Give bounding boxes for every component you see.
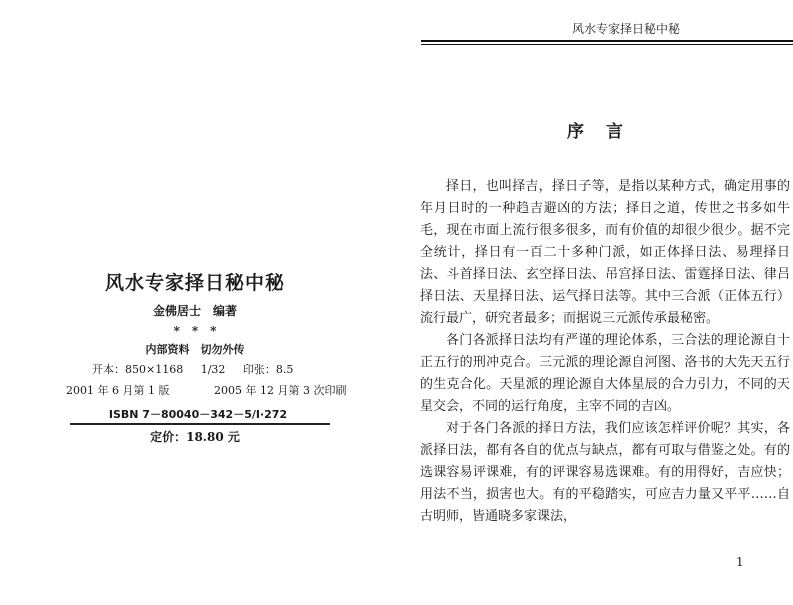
isbn: ISBN 7－80040－342－5/I·272: [108, 408, 288, 421]
first-edition: 2001 年 6 月第 1 版: [66, 384, 170, 397]
header-rule-thin: [421, 44, 793, 45]
page-number: 1: [736, 555, 744, 569]
paragraph: 对于各门各派的择日方法，我们应该怎样评价呢？其实，各派择日法，都有各自的优点与缺点，都有可取与借鉴之处。有的选课容易评课难，有的评课容易选课难。有的用得好，吉应快；用法不当，损害也大。有的平稳踏实，可应吉力量又平平……自古明师，皆通晓多家课法，: [420, 421, 790, 524]
print-specs: [92, 361, 332, 377]
header-rule-thick: [421, 40, 793, 42]
price: 定价：18.80 元: [150, 430, 240, 444]
star-divider: * * *: [173, 324, 217, 338]
book-title: 风水专家择日秘中秘: [104, 272, 285, 294]
isbn-divider: [70, 423, 330, 425]
internal-notice: 内部资料 切勿外传: [145, 343, 245, 356]
sheets-spec: 印张：8.5: [242, 363, 294, 376]
format-spec: 开本：850×1168: [92, 363, 184, 376]
section-title: 序言: [567, 122, 645, 142]
paragraph: 各门各派择日法均有严谨的理论体系，三合法的理论源自十正五行的刑冲克合。三元派的理论源自河图、洛书的大先天五行的生克合化。天星派的理论源自大体星辰的合力引力，不同的天星交会，不同的运行角度，主宰不同的吉凶。: [420, 333, 790, 414]
left-page: [0, 0, 396, 605]
printing-info: 2005 年 12 月第 3 次印刷: [214, 384, 347, 397]
running-head: 风水专家择日秘中秘: [571, 22, 680, 36]
fold-spec: 1/32: [200, 363, 226, 376]
preface-body: [420, 176, 790, 528]
author-line: 金佛居士 编著: [152, 304, 237, 318]
paragraph: 择日，也叫择吉，择日子等，是指以某种方式，确定用事的年月日时的一种趋吉避凶的方法；择日之道，传世之书多如牛毛，现在市面上流行很多很多，而有价值的却很少很少。据不完全统计，择日有一百二十多种门派，如正体择日法、易理择日法、斗首择日法、玄空择日法、吊宫择日法、雷霆择日法、律吕择日法、天星择日法、运气择日法等。其中三合派（正体五行）流行最广，研究者最多；而据说三元派传承最秘密。: [420, 179, 790, 326]
right-page: [396, 0, 793, 605]
edition-info: [66, 382, 366, 398]
